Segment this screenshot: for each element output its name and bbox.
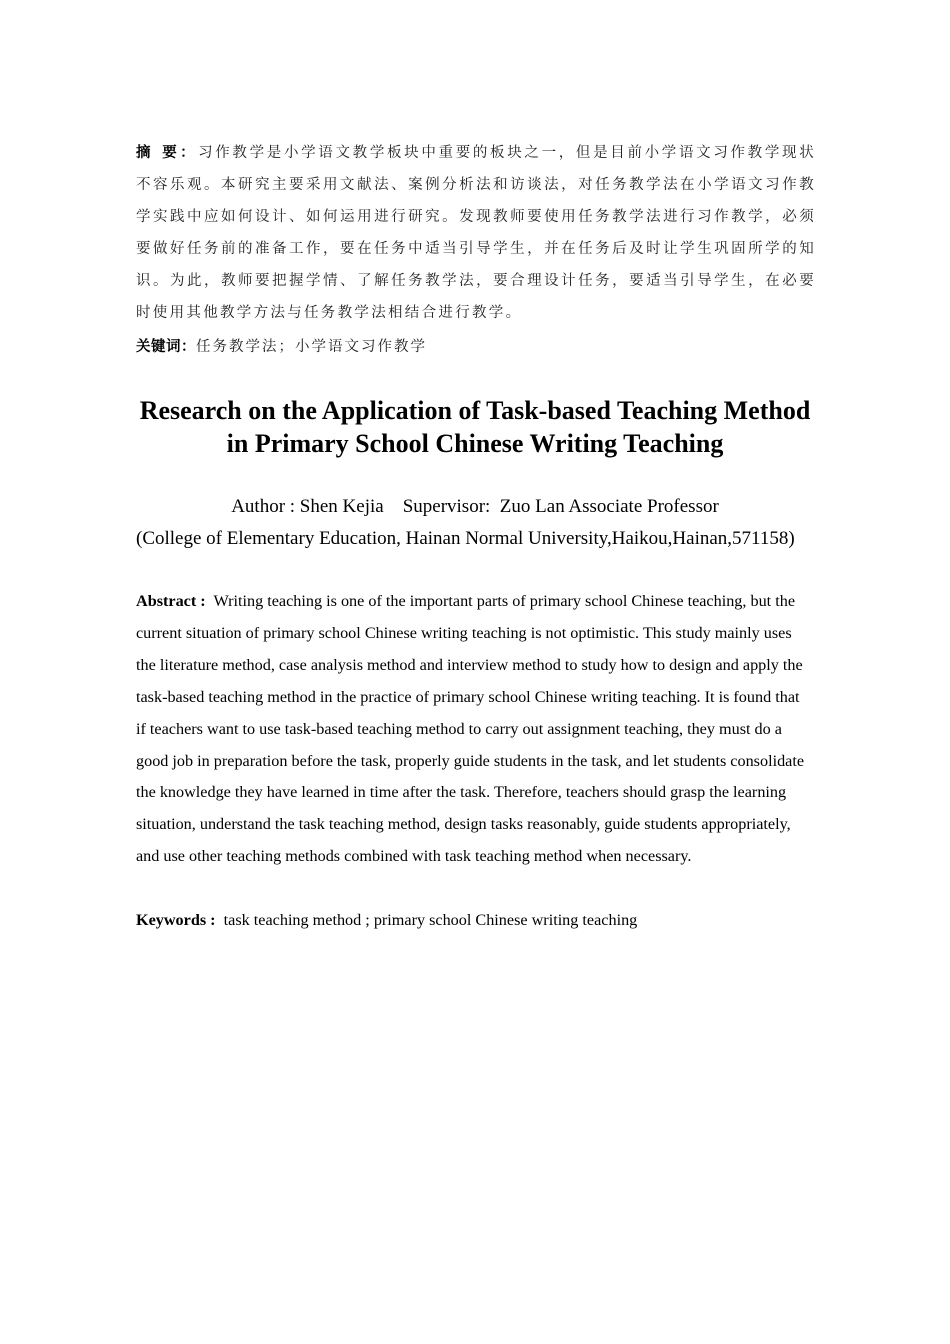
chinese-abstract [136,137,816,329]
chinese-keywords-text: 任务教学法；小学语文习作教学 [196,339,427,355]
english-title [100,394,850,460]
english-keywords-label: Keywords : [136,911,216,929]
chinese-abstract-label: 摘 要： [136,145,199,161]
author-supervisor-line: Author : Shen Kejia Supervisor: Zuo Lan Associate Professor [231,496,719,517]
chinese-keywords-label: 关键词： [136,339,196,355]
chinese-abstract-text: 习作教学是小学语文教学板块中重要的板块之一，但是目前小学语文习作教学现状不容乐观。本研究主要采用文献法、案例分析法和访谈法，对任务教学法在小学语文习作教学实践中应如何设计、如何运用进行研究。发现教师要使用任务教学法进行习作教学，必须要做好任务前的准备工作，要在任务中适当引导学生，并在任务后及时让学生巩固所学的知识。为此，教师要把握学情、了解任务教学法，要合理设计任务，要适当引导学生，在必要时使用其他教学方法与任务教学法相结合进行教学。 [136,145,816,321]
chinese-keywords [136,331,816,363]
english-abstract-text: Writing teaching is one of the important parts of primary school Chinese teaching, but the current situation of primary school Chinese writing teaching is not optimistic. This study mainly uses the literature method, case analysis method and interview method to study how to design and apply the task-based teaching method in the practice of primary school Chinese writing teaching. It is found that if teachers want to use task-based teaching method to carry out assignment teaching, they must do a good job in preparation before the task, properly guide students in the task, and let students consolidate the knowledge they have learned in time after the task. Therefore, teachers should grasp the learning situation, understand the task teaching method, design tasks reasonably, guide students appropriately, and use other teaching methods combined with task teaching method when necessary. [136,592,805,866]
english-title-line-1: Research on the Application of Task-based Teaching Method [139,396,811,425]
english-keywords [136,905,816,937]
english-keywords-text: task teaching method ; primary school Chinese writing teaching [223,911,638,929]
english-title-line-2: in Primary School Chinese Writing Teaching [226,429,724,458]
english-abstract [136,586,808,873]
english-abstract-label: Abstract : [136,592,206,610]
affiliation-line: (College of Elementary Education, Hainan Normal University,Haikou,Hainan,571158) [136,528,795,549]
